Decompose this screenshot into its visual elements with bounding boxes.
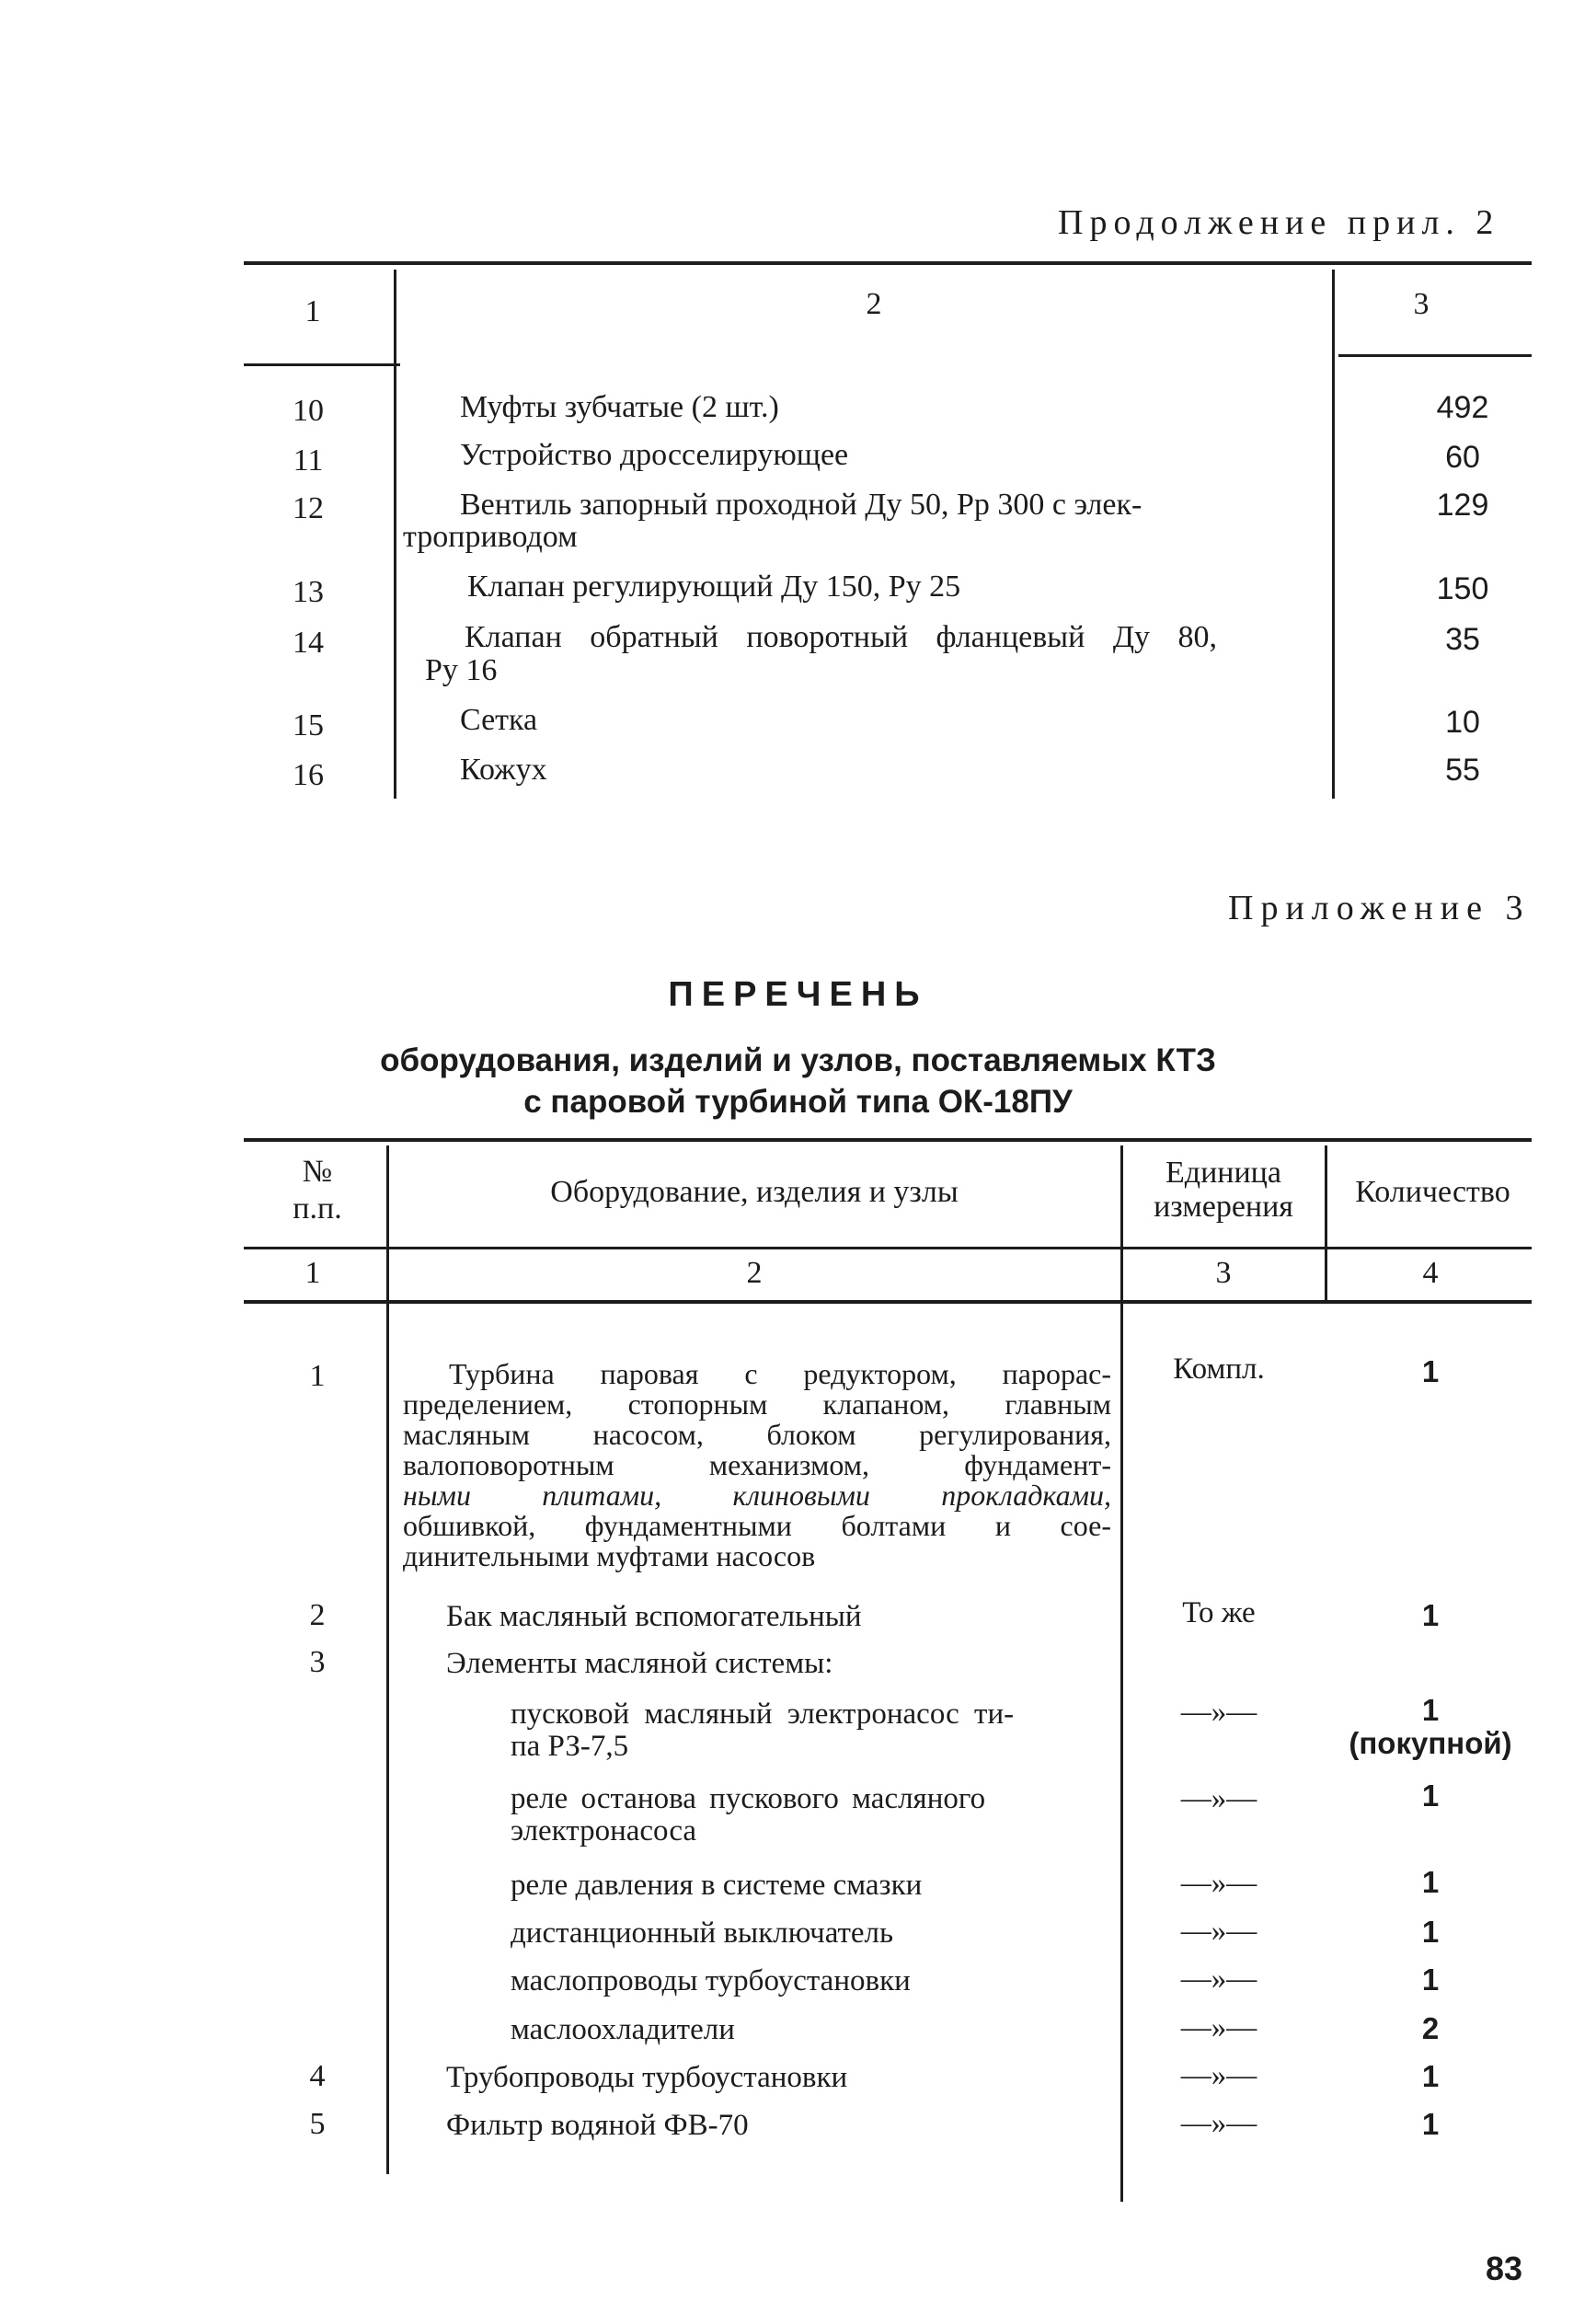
table1-row-text-cont: Ру 16: [425, 653, 498, 687]
table1-row-num: 16: [293, 758, 324, 792]
subitem-qty: 1: [1421, 1915, 1440, 1949]
table1-row-text: Муфты зубчатые (2 шт.): [460, 390, 779, 424]
appendix-title: Приложение 3: [1228, 889, 1531, 927]
table1-row-qty: 60: [1445, 440, 1480, 475]
table1-row-qty: 35: [1445, 622, 1480, 657]
table2-header-quantity: Количество: [1355, 1175, 1510, 1209]
table2-colnum-2: 2: [746, 1256, 763, 1290]
table1-row-num: 11: [293, 443, 324, 478]
item-qty: 1: [1421, 1598, 1440, 1632]
table1-header-col3: 3: [1413, 287, 1430, 321]
table1-row-num: 13: [293, 575, 324, 609]
item-qty: 1: [1421, 2107, 1440, 2141]
subitem-text: реле останова пускового масляного: [511, 1782, 986, 1815]
table2-colnum-3: 3: [1215, 1256, 1232, 1290]
table1-header-col2: 2: [866, 287, 882, 321]
subitem-text: дистанционный выключатель: [511, 1916, 894, 1950]
subitem-text: маслопроводы турбоустановки: [511, 1964, 911, 1997]
table1-top-rule: [244, 261, 1532, 265]
subitem-unit: —»—: [1180, 1867, 1257, 1900]
item-unit: Компл.: [1173, 1352, 1265, 1386]
table2-divider-2: [1120, 1145, 1123, 2202]
item-num: 4: [309, 2059, 326, 2093]
table1-row-qty: 55: [1445, 753, 1480, 788]
table1-row-qty: 129: [1436, 488, 1489, 523]
table2-header-unit-line1: Единица: [1165, 1156, 1281, 1190]
table1-row-text-cont: троприводом: [403, 520, 578, 554]
table1-row-text: Сетка: [460, 703, 538, 737]
subitem-unit: —»—: [1180, 1962, 1257, 1996]
table2-header-unit-line2: измерения: [1154, 1190, 1293, 1224]
subitem-unit: —»—: [1180, 2011, 1257, 2044]
subitem-unit: —»—: [1180, 1782, 1257, 1815]
list-subheading-2: с паровой турбиной типа ОК-18ПУ: [523, 1084, 1073, 1120]
table2-colnum-1: 1: [304, 1256, 321, 1290]
item-text: Фильтр водяной ФВ-70: [446, 2109, 749, 2142]
table1-row-text: Клапан обратный поворотный фланцевый Ду 80,: [465, 620, 1218, 654]
item-text: Трубопроводы турбоустановки: [446, 2061, 848, 2094]
list-heading: ПЕРЕЧЕНЬ: [668, 975, 928, 1014]
item-num: 2: [309, 1598, 326, 1632]
table1-row-text: Вентиль запорный проходной Ду 50, Рр 300 с элек-: [460, 488, 1142, 522]
table1-row-text: Устройство дросселирующее: [460, 438, 849, 472]
table1-header-rule-right: [1338, 354, 1532, 357]
item1-line: динительными муфтами насосов: [403, 1539, 816, 1572]
item1-line: пределением, стопорным клапаном, главным: [403, 1387, 1111, 1421]
subitem-text-cont: па РЗ-7,5: [511, 1730, 629, 1763]
item-unit: —»—: [1180, 2059, 1257, 2092]
table1-header-rule-left: [244, 363, 400, 366]
item1-line: ными плитами, клиновыми прокладками,: [403, 1479, 1111, 1512]
subitem-unit: —»—: [1180, 1696, 1257, 1729]
subitem-text: реле давления в системе смазки: [511, 1869, 923, 1902]
subitem-qty: 2: [1421, 2011, 1440, 2045]
table1-row-text: Кожух: [460, 753, 547, 787]
subitem-qty: 1: [1421, 1865, 1440, 1899]
table1-row-qty: 492: [1436, 390, 1489, 425]
subitem-qty: 1: [1421, 1778, 1440, 1813]
table2-header-num-label: п.п.: [293, 1191, 342, 1226]
table2-header-num-symbol: №: [302, 1155, 333, 1189]
table1-row-num: 10: [293, 394, 324, 428]
item1-line: обшивкой, фундаментными болтами и сое-: [403, 1509, 1111, 1542]
item-num: 1: [309, 1359, 326, 1393]
item-qty: 1: [1421, 2059, 1440, 2093]
table1-divider-1: [394, 270, 396, 799]
subitem-qty: 1: [1421, 1962, 1440, 1997]
subitem-unit: —»—: [1180, 1915, 1257, 1948]
table1-header-col1: 1: [304, 294, 321, 328]
item-text: Элементы масляной системы:: [446, 1647, 833, 1680]
page-number: 83: [1486, 2250, 1523, 2287]
table2-top-rule: [244, 1138, 1532, 1142]
item1-description: [403, 1359, 1111, 1571]
item-qty: 1: [1421, 1354, 1440, 1388]
item1-line: Турбина паровая с редуктором, парорас-: [449, 1357, 1111, 1390]
item1-line: масляным насосом, блоком регулирования,: [403, 1418, 1111, 1451]
item1-line: валоповоротным механизмом, фундамент-: [403, 1448, 1111, 1481]
table2-header-equipment: Оборудование, изделия и узлы: [550, 1175, 959, 1209]
item-num: 3: [309, 1645, 326, 1679]
item-unit: То же: [1182, 1596, 1256, 1629]
table2-divider-1: [386, 1145, 389, 2174]
table2-colnum-4: 4: [1422, 1256, 1439, 1290]
subitem-qty-note: (покупной): [1349, 1726, 1512, 1760]
continuation-title: Продолжение прил. 2: [1058, 203, 1500, 242]
item-unit: —»—: [1180, 2107, 1257, 2140]
table2-divider-3: [1325, 1145, 1327, 1302]
table1-row-qty: 150: [1436, 571, 1489, 606]
table1-row-text: Клапан регулирующий Ду 150, Ру 25: [467, 570, 961, 604]
subitem-text: маслоохладители: [511, 2013, 735, 2046]
subitem-qty: 1: [1421, 1693, 1440, 1727]
table1-row-num: 14: [293, 626, 324, 660]
table2-colnum-rule: [244, 1300, 1532, 1304]
item-text: Бак масляный вспомогательный: [446, 1600, 862, 1633]
table1-row-num: 15: [293, 708, 324, 742]
table1-row-qty: 10: [1445, 705, 1480, 740]
list-subheading-1: оборудования, изделий и узлов, поставляемых КТЗ: [380, 1042, 1216, 1078]
subitem-text-cont: электронасоса: [511, 1814, 697, 1847]
table1-row-num: 12: [293, 491, 324, 525]
subitem-text: пусковой масляный электронасос ти-: [511, 1698, 1015, 1731]
table2-header-rule: [244, 1247, 1532, 1249]
item-num: 5: [309, 2107, 326, 2141]
table1-divider-2: [1332, 270, 1335, 799]
